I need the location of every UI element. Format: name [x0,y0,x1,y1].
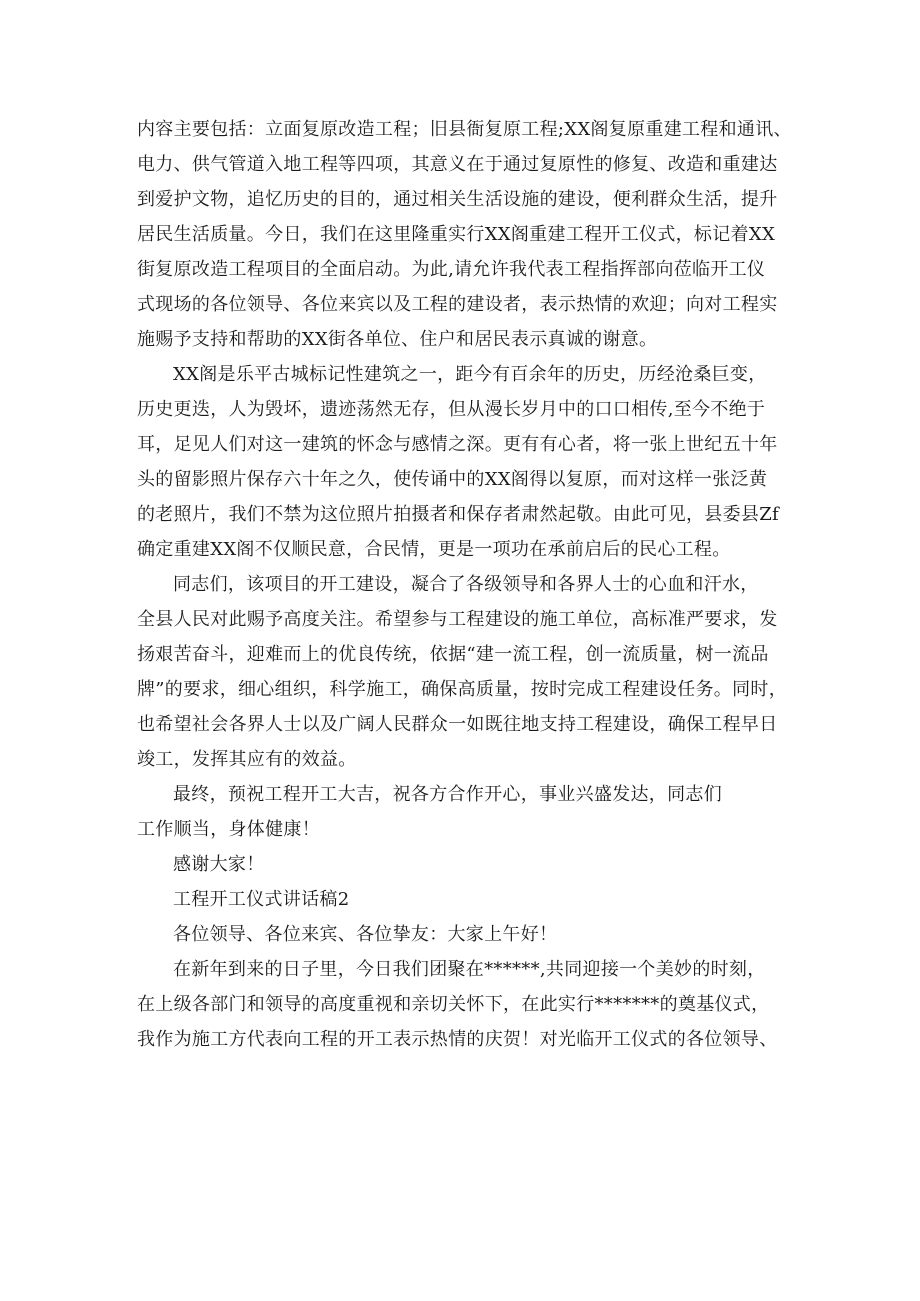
text-line: 在上级各部门和领导的高度重视和亲切关怀下，在此实行*******的奠基仪式， [137,994,770,1015]
text-line: 也希望社会各界人士以及广阔人民群众一如既往地支持工程建设，确保工程早日 [137,714,778,735]
text-line: 历史更迭，人为毁坏，遗迹荡然无存，但从漫长岁月中的口口相传,至今不绝于 [137,399,766,420]
text-line: 工程开工仪式讲话稿2 [173,889,350,910]
text-line: 牌”的要求，细心组织，科学施工，确保高质量，按时完成工程建设任务。同时， [137,679,787,700]
text-line: 式现场的各位领导、各位来宾以及工程的建设者，表示热情的欢迎；向对工程实 [137,294,778,315]
text-line: 扬艰苦奋斗，迎难而上的优良传统，依据“建一流工程，创一流质量，树一流品 [137,644,769,665]
text-line: 头的留影照片保存六十年之久，使传诵中的XX阁得以复原，而对这样一张泛黄 [137,469,768,490]
text-line: 在新年到来的日子里，今日我们团聚在******,共同迎接一个美妙的时刻， [173,959,766,980]
text-line: 街复原改造工程项目的全面启动。为此,请允许我代表工程指挥部向莅临开工仪 [137,259,766,280]
text-line: 感谢大家！ [173,854,265,875]
text-line: 工作顺当，身体健康！ [137,819,320,840]
text-line: 竣工，发挥其应有的效益。 [137,749,357,770]
text-line: 确定重建XX阁不仅顺民意，合民情，更是一项功在承前启后的民心工程。 [137,539,731,560]
text-line: 居民生活质量。今日，我们在这里隆重实行XX阁重建工程开工仪式，标记着XX [137,224,776,245]
text-line: 施赐予支持和帮助的XX街各单位、住户和居民表示真诚的谢意。 [137,329,658,350]
text-line: 内容主要包括：立面复原改造工程；旧县衙复原工程;XX阁复原重建工程和通讯、 [137,119,792,140]
text-line: 到爱护文物，追忆历史的目的，通过相关生活设施的建设，便利群众生活，提升 [137,189,778,210]
text-line: 电力、供气管道入地工程等四项，其意义在于通过复原性的修复、改造和重建达 [137,154,778,175]
text-line: 的老照片，我们不禁为这位照片拍摄者和保存者肃然起敬。由此可见，县委县Zf [137,504,779,525]
text-line: 全县人民对此赐予高度关注。希望参与工程建设的施工单位，高标准严要求，发 [137,609,778,630]
text-line: 同志们，该项目的开工建设，凝合了各级领导和各界人士的心血和汗水， [173,574,759,595]
text-line: 最终，预祝工程开工大吉，祝各方合作开心，事业兴盛发达，同志们 [173,784,722,805]
document-body [137,112,807,1057]
text-line: 我作为施工方代表向工程的开工表示热情的庆贺！对光临开工仪式的各位领导、 [137,1029,778,1050]
text-line: 各位领导、各位来宾、各位挚友：大家上午好！ [173,924,558,945]
text-line: XX阁是乐平古城标记性建筑之一，距今有百余年的历史，历经沧桑巨变， [173,364,767,385]
text-line: 耳，足见人们对这一建筑的怀念与感情之深。更有有心者，将一张上世纪五十年 [137,434,778,455]
